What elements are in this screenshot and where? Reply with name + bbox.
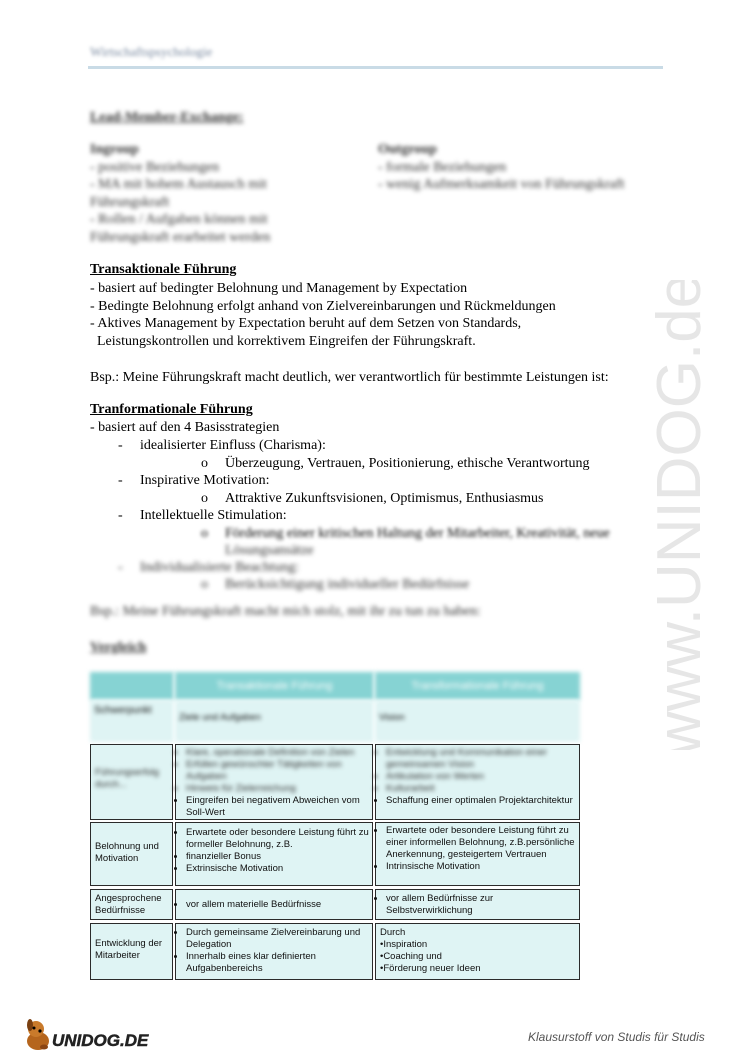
transaktional-title: Transaktionale Führung: [90, 262, 237, 277]
table-cell: [175, 889, 373, 920]
outgroup-block: [378, 141, 625, 194]
strategy-name: Inspirative Motivation:: [140, 473, 270, 488]
list-item: • Kulturarbeit: [386, 783, 579, 795]
comparison-table: [90, 672, 580, 980]
list-item: • Durch gemeinsame Zielvereinbarung und Delegation: [186, 927, 372, 951]
table-header-transaktional: Transaktionale Führung: [174, 672, 374, 700]
list-item: • Extrinsische Motivation: [186, 863, 372, 875]
list-item: • vor allem materielle Bedürfnisse: [186, 899, 372, 911]
sub-bullet: o: [201, 577, 208, 592]
list-item: • Erwartete oder besondere Leistung führt zu einer informellen Belohnung, z.B.persönliche Anerkennung, gesteigertem Vertrauen: [386, 825, 579, 861]
dog-icon: [27, 1019, 49, 1050]
ingroup-line: - Rollen / Aufgaben können mit: [90, 212, 268, 227]
table-cell: Ziele und Aufgaben: [174, 700, 374, 742]
sub-bullet: o: [201, 491, 208, 506]
list-item: • Artikulation von Werten: [386, 771, 579, 783]
transaktional-body: [90, 280, 556, 350]
ingroup-title: Ingroup: [90, 142, 139, 157]
vergleich-title: Vergleich: [90, 640, 147, 655]
strategy-bullet: -: [118, 560, 123, 575]
list-item: • vor allem Bedürfnisse zur Selbstverwirklichung: [386, 893, 579, 917]
watermark-text: www.UNIDOG.de: [650, 280, 714, 750]
list-item: • Innerhalb eines klar definierten Aufgabenbereichs: [186, 951, 372, 975]
table-header-empty: [90, 672, 174, 700]
list-item: •Förderung neuer Ideen: [380, 963, 481, 974]
transaktional-line: Leistungskontrollen und korrektivem Eingreifen der Führungskraft.: [90, 333, 476, 349]
table-header-transformational: Transformationale Führung: [374, 672, 580, 700]
outgroup-line: - formale Beziehungen: [378, 159, 507, 175]
table-cell: [175, 923, 373, 980]
strategy-name: Individualisierte Beachtung:: [140, 560, 300, 575]
table-row-label: Angesprochene Bedürfnisse: [90, 889, 173, 920]
table-cell: Vision: [374, 700, 580, 742]
table-row-label: Entwicklung der Mitarbeiter: [90, 923, 173, 980]
strategy-detail: Attraktive Zukunftsvisionen, Optimismus, Enthusiasmus: [225, 491, 544, 506]
document-header-title: Wirtschaftspsychologie: [90, 44, 213, 59]
strategy-bullet: -: [118, 473, 123, 488]
footer-tagline: Klausurstoff von Studis für Studis: [528, 1030, 705, 1044]
lme-title: Lead-Member-Exchange:: [90, 110, 244, 125]
strategy-detail-cont: Lösungsansätze: [225, 543, 314, 558]
table-cell: [375, 744, 580, 820]
list-item: • Erfüllen gewünschter Tätigkeiten von Aufgaben: [186, 759, 372, 783]
table-cell: [375, 822, 580, 886]
transformational-example: Bsp.: Meine Führungskraft macht mich stolz, mit ihr zu tun zu haben:: [90, 604, 481, 619]
strategy-name: idealisierter Einfluss (Charisma):: [140, 438, 326, 453]
transaktional-line: - Bedingte Belohnung erfolgt anhand von Zielvereinbarungen und Rückmeldungen: [90, 298, 556, 314]
watermark: [650, 280, 750, 750]
list-item: • Hinweis für Zielerreichung: [186, 783, 372, 795]
strategy-detail: Überzeugung, Vertrauen, Positionierung, ethische Verantwortung: [225, 456, 590, 471]
header-divider: [88, 66, 663, 69]
transaktional-example: Bsp.: Meine Führungskraft macht deutlich, wer verantwortlich für bestimmte Leistungen ist:: [90, 370, 609, 385]
strategy-detail: Berücksichtigung individueller Bedürfnisse: [225, 577, 470, 592]
ingroup-line: - MA mit hohem Austausch mit: [90, 177, 267, 192]
table-cell: [175, 744, 373, 820]
list-item: • finanzieller Bonus: [186, 851, 372, 863]
transaktional-line: - basiert auf bedingter Belohnung und Management by Expectation: [90, 281, 468, 296]
strategy-bullet: -: [118, 438, 123, 453]
strategy-detail: Förderung einer kritischen Haltung der Mitarbeiter, Kreativität, neue: [225, 526, 610, 541]
ingroup-line: Führungskraft: [90, 194, 170, 210]
transformational-intro: - basiert auf den 4 Basisstrategien: [90, 420, 280, 435]
list-item: • Erwartete oder besondere Leistung führt zu formeller Belohnung, z.B.: [186, 827, 372, 851]
strategy-bullet: -: [118, 508, 123, 523]
ingroup-line: Führungskraft erarbeitet werden: [90, 229, 271, 245]
list-item: • Entwicklung und Kommunikation einer gemeinsamen Vision: [386, 747, 579, 771]
table-cell: [375, 923, 580, 980]
list-item: •Inspiration: [380, 939, 428, 950]
strategy-name: Intellektuelle Stimulation:: [140, 508, 287, 523]
list-item: Durch: [380, 927, 406, 938]
ingroup-line: - positive Beziehungen: [90, 159, 220, 175]
transaktional-line: - Aktives Management by Expectation beruht auf dem Setzen von Standards,: [90, 316, 522, 331]
list-item: • Schaffung einer optimalen Projektarchitektur: [386, 795, 579, 807]
table-row-label: Schwerpunkt: [90, 700, 174, 742]
table-cell: [175, 822, 373, 886]
transformational-title: Tranformationale Führung: [90, 402, 253, 417]
logo-text: UNIDOG.DE: [52, 1031, 149, 1050]
sub-bullet: o: [201, 526, 208, 541]
table-row-label: Belohnung und Motivation: [90, 822, 173, 886]
list-item: • Klare, operationale Definition von Zielen: [186, 747, 372, 759]
ingroup-block: [90, 141, 330, 246]
sub-bullet: o: [201, 456, 208, 471]
list-item: • Eingreifen bei negativem Abweichen vom Soll-Wert: [186, 795, 372, 819]
outgroup-line: - wenig Aufmerksamkeit von Führungskraft: [378, 177, 625, 192]
table-row-label: Führungserfolg durch...: [90, 744, 173, 820]
unidog-logo[interactable]: [22, 1015, 182, 1055]
table-cell: [375, 889, 580, 920]
list-item: •Coaching und: [380, 951, 442, 962]
outgroup-title: Outgroup: [378, 142, 437, 157]
list-item: • Intrinsische Motivation: [386, 861, 579, 873]
